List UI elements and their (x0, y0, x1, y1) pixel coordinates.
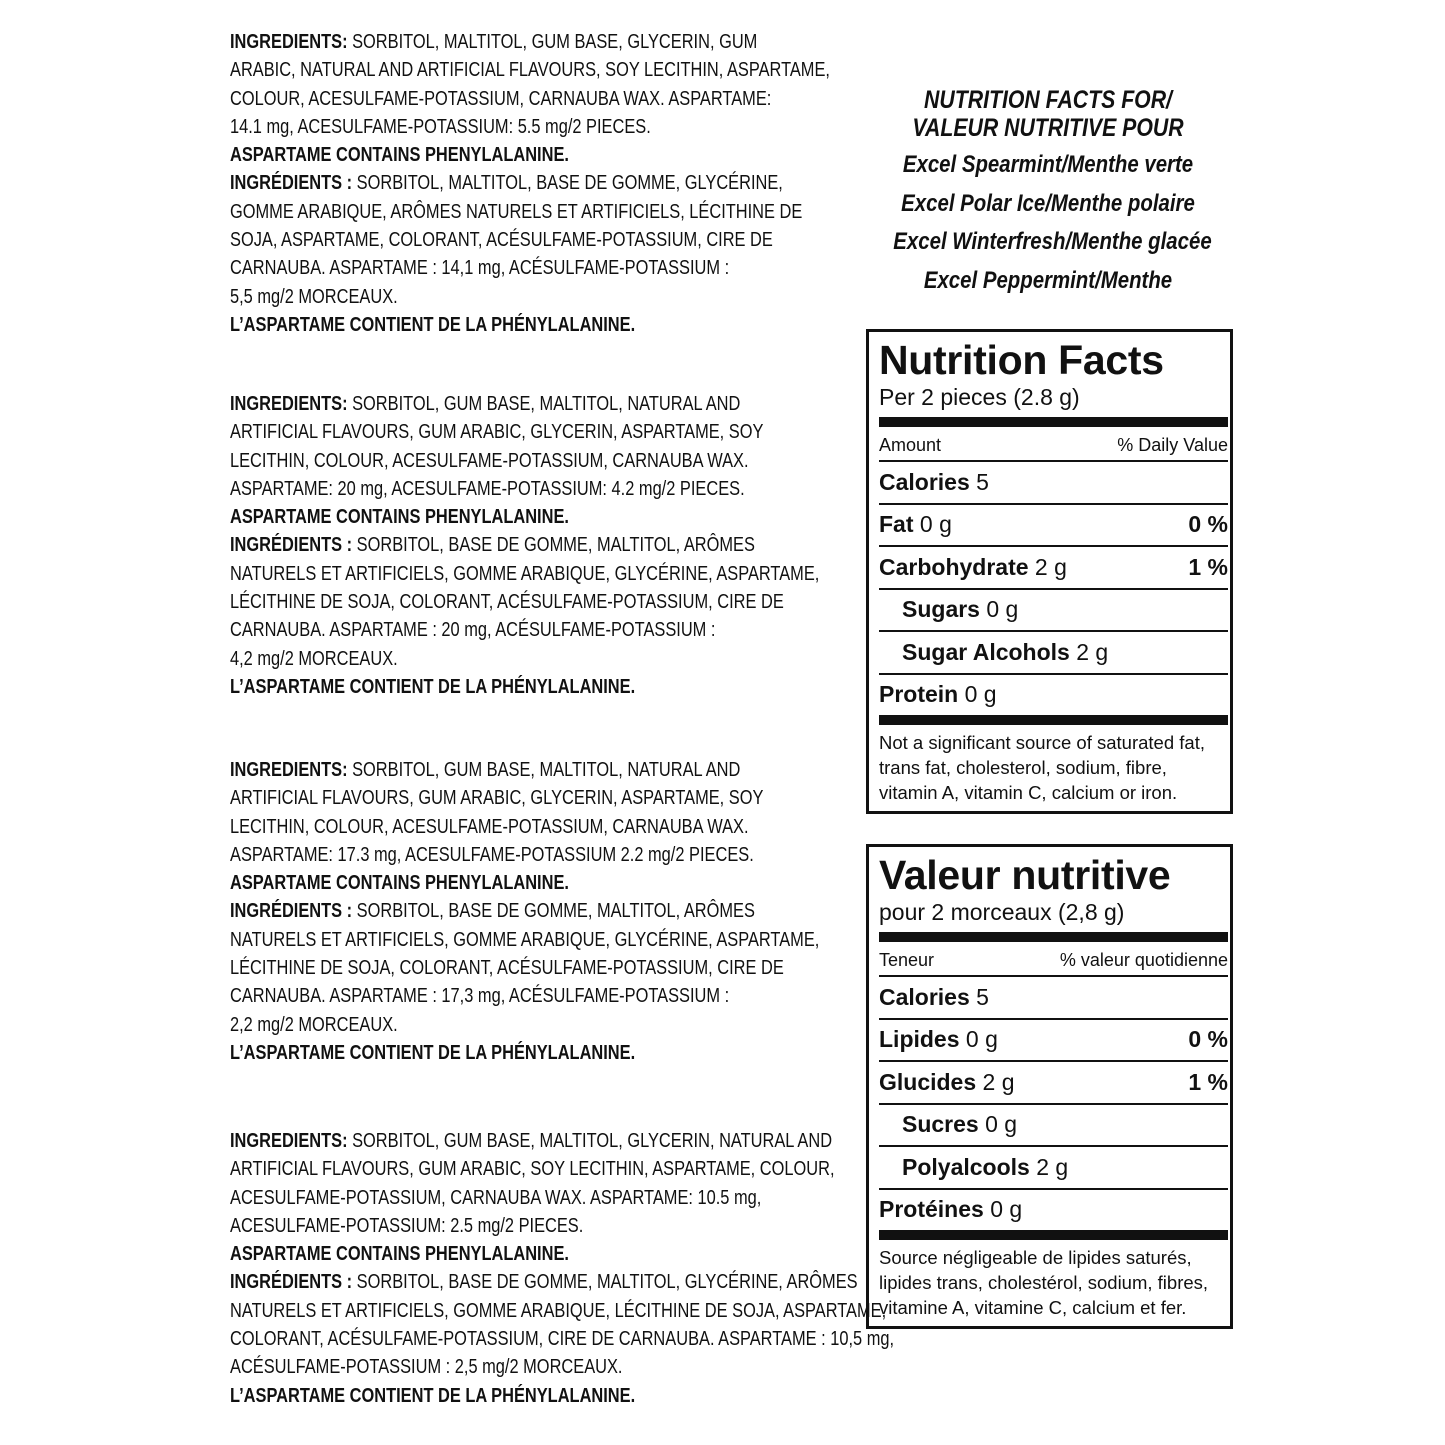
ingredients-text: SORBITOL, GUM BASE, MALTITOL, NATURAL AND (347, 392, 741, 415)
ingredients-fr-line (230, 645, 819, 673)
ingredients-en-line (230, 841, 819, 869)
ingredients-en-line (230, 1184, 894, 1212)
nutrient-row (879, 977, 1228, 1018)
ingredients-text: CARNAUBA. ASPARTAME : 20 mg, ACÉSULFAME-POTASSIUM : (230, 618, 716, 642)
nutrient-label (879, 681, 997, 708)
ingredients-fr-line (230, 1268, 894, 1296)
nutrient-label (879, 554, 1067, 581)
ingredients-text: ACESULFAME-POTASSIUM: 2.5 mg/2 PIECES. (230, 1213, 584, 1237)
ingredients-text: CARNAUBA. ASPARTAME : 14,1 mg, ACÉSULFAME-POTASSIUM : (230, 256, 730, 280)
nutrient-name: Polyalcools (902, 1153, 1030, 1180)
daily-value-label: % valeur quotidienne (1059, 950, 1228, 970)
ingredients-text: SORBITOL, MALTITOL, GUM BASE, GLYCERIN, GUM (347, 30, 758, 53)
ingredients-text: COLOUR, ACESULFAME-POTASSIUM, CARNAUBA WAX. ASPARTAME: (230, 86, 772, 110)
ingredients-en-line (230, 475, 819, 503)
ingredients-text: GOMME ARABIQUE, ARÔMES NATURELS ET ARTIFICIELS, LÉCITHINE DE (230, 199, 803, 223)
ingredients-fr-line (230, 954, 819, 982)
ingredients-fr-line (230, 198, 830, 226)
nutrient-amount: 5 (969, 468, 989, 495)
ingredients-en-line (230, 784, 819, 812)
daily-value-number: 1 (1188, 1068, 1202, 1095)
ingredients-fr-line (230, 226, 830, 254)
ingredients-fr-line (230, 897, 819, 925)
nutrient-label (879, 1069, 1015, 1096)
ingredients-en-line (230, 418, 819, 446)
nutrient-row (879, 1190, 1228, 1231)
warning-en: ASPARTAME CONTAINS PHENYLALANINE. (230, 871, 569, 895)
ingredients-fr-line (230, 1297, 894, 1325)
nutrient-label (879, 1196, 1022, 1223)
variety-polar-ice: Excel Polar Ice/Menthe polaire (901, 189, 1195, 217)
amount-header-row (879, 942, 1228, 975)
ingredients-fr-line (230, 1011, 819, 1039)
ingredients-text: ARTIFICIAL FLAVOURS, GUM ARABIC, SOY LECITHIN, ASPARTAME, COLOUR, (230, 1157, 835, 1181)
percent-sign: % (1201, 1026, 1228, 1053)
nutrient-amount: 5 (969, 983, 989, 1010)
ingredients-text: SORBITOL, GUM BASE, MALTITOL, NATURAL AND (347, 758, 741, 781)
warning-fr: L’ASPARTAME CONTIENT DE LA PHÉNYLALANINE. (230, 1383, 636, 1407)
ingredients-text: SOJA, ASPARTAME, COLORANT, ACÉSULFAME-POTASSIUM, CIRE DE (230, 228, 773, 252)
ingredients-label: INGREDIENTS: (230, 1129, 348, 1152)
ingredients-text: NATURELS ET ARTIFICIELS, GOMME ARABIQUE, LÉCITHINE DE SOJA, ASPARTAME, (230, 1298, 887, 1322)
nutrient-name: Protéines (879, 1196, 984, 1223)
ingredients-fr-line (230, 616, 819, 644)
heading-line-1: NUTRITION FACTS FOR/ (924, 86, 1172, 114)
daily-value (1188, 1069, 1228, 1096)
amount-label: Teneur (879, 950, 935, 970)
warning-en: ASPARTAME CONTAINS PHENYLALANINE. (230, 143, 569, 167)
nutrient-rows (879, 462, 1230, 715)
ingredients-en-line (230, 1212, 894, 1240)
nutrient-label (879, 469, 989, 496)
heading-line-2: VALEUR NUTRITIVE POUR (912, 114, 1184, 142)
daily-value-number: 0 (1188, 511, 1202, 538)
ingredients-fr-line (230, 254, 830, 282)
ingredients-en-line (230, 85, 830, 113)
thick-rule (879, 715, 1228, 725)
nutrient-amount: 2 g (1028, 553, 1067, 580)
amount-label: Amount (879, 435, 942, 455)
ingredients-text: 5,5 mg/2 MORCEAUX. (230, 284, 398, 308)
nutrient-name: Carbohydrate (879, 553, 1029, 580)
serving-size: Per 2 pieces (2.8 g) (879, 384, 1080, 410)
ingredients-fr-line (230, 1353, 894, 1381)
nutrient-amount: 0 g (959, 1026, 998, 1053)
ingredients-en-line (230, 1127, 894, 1155)
ingredients-text: LECITHIN, COLOUR, ACESULFAME-POTASSIUM, CARNAUBA WAX. (230, 814, 749, 838)
ingredients-label: INGREDIENTS: (230, 30, 348, 53)
daily-value-number: 1 (1188, 553, 1202, 580)
ingredients-text: 14.1 mg, ACESULFAME-POTASSIUM: 5.5 mg/2 PIECES. (230, 114, 651, 138)
ingredients-text: ASPARTAME: 20 mg, ACESULFAME-POTASSIUM: 4.2 mg/2 PIECES. (230, 476, 745, 500)
nutrient-name: Sugars (902, 596, 980, 623)
warning-en: ASPARTAME CONTAINS PHENYLALANINE. (230, 505, 569, 529)
nutrient-amount: 0 g (983, 1196, 1023, 1223)
ingredients-text: CARNAUBA. ASPARTAME : 17,3 mg, ACÉSULFAME-POTASSIUM : (230, 984, 730, 1008)
nutrient-name: Glucides (879, 1068, 977, 1095)
warning-fr: L’ASPARTAME CONTIENT DE LA PHÉNYLALANINE. (230, 674, 636, 698)
daily-value-label: % Daily Value (1117, 435, 1228, 455)
ingredients-text: LÉCITHINE DE SOJA, COLORANT, ACÉSULFAME-POTASSIUM, CIRE DE (230, 956, 784, 980)
warning-fr: L’ASPARTAME CONTIENT DE LA PHÉNYLALANINE. (230, 1040, 636, 1064)
nutrient-label (879, 984, 989, 1011)
nutrient-rows (879, 977, 1230, 1230)
nutrient-amount: 2 g (1069, 638, 1109, 665)
ingredients-text: ASPARTAME: 17.3 mg, ACESULFAME-POTASSIUM 2.2 mg/2 PIECES. (230, 842, 754, 866)
ingredients-text: SORBITOL, BASE DE GOMME, MALTITOL, ARÔMES (352, 533, 755, 557)
warning-en: ASPARTAME CONTAINS PHENYLALANINE. (230, 1242, 569, 1266)
nutrient-row (879, 675, 1228, 716)
nutrient-row (879, 1105, 1228, 1146)
ingredients-en-line (230, 113, 830, 141)
ingredients-block-peppermint (230, 1127, 894, 1410)
ingredients-fr-line (230, 926, 819, 954)
ingredients-text: SORBITOL, GUM BASE, MALTITOL, GLYCERIN, NATURAL AND (347, 1129, 833, 1152)
ingredients-text: SORBITOL, BASE DE GOMME, MALTITOL, ARÔMES (352, 899, 755, 923)
nutrition-heading (893, 86, 1212, 300)
nutrient-amount: 0 g (978, 1111, 1018, 1138)
ingredients-en-line (230, 756, 819, 784)
nutrient-label (902, 596, 1018, 623)
nutrition-facts-panel-fr (866, 844, 1233, 1329)
panel-footnote: Source négligeable de lipides saturés, lipides trans, cholestérol, sodium, fibres, vitamine A, vitamine C, calcium et fer. (879, 1247, 1209, 1318)
thick-rule (879, 417, 1228, 427)
nutrient-label (902, 1154, 1068, 1181)
daily-value (1188, 554, 1228, 581)
ingredients-text: LECITHIN, COLOUR, ACESULFAME-POTASSIUM, CARNAUBA WAX. (230, 448, 749, 472)
ingredients-label: INGREDIENTS: (230, 392, 348, 415)
ingredients-fr-line (230, 1325, 894, 1353)
ingredients-text: SORBITOL, MALTITOL, BASE DE GOMME, GLYCÉRINE, (352, 171, 783, 195)
ingredients-en-line (230, 28, 830, 56)
percent-sign: % (1201, 1068, 1228, 1095)
ingredients-text: SORBITOL, BASE DE GOMME, MALTITOL, GLYCÉRINE, ARÔMES (352, 1270, 858, 1294)
nutrient-amount: 2 g (976, 1068, 1015, 1095)
ingredients-fr-line (230, 588, 819, 616)
panel-footnote: Not a significant source of saturated fat, trans fat, cholesterol, sodium, fibre, vitamin A, vitamin C, calcium or iron. (879, 732, 1205, 803)
ingredients-label: INGRÉDIENTS : (230, 171, 353, 195)
daily-value-number: 0 (1188, 1026, 1202, 1053)
nutrient-row (879, 632, 1228, 673)
nutrient-amount: 0 g (979, 596, 1019, 623)
thick-rule (879, 932, 1228, 942)
nutrient-name: Calories (879, 468, 970, 495)
thick-rule (879, 1230, 1228, 1240)
nutrient-row (879, 462, 1228, 503)
ingredients-fr-line (230, 560, 819, 588)
nutrient-name: Sucres (902, 1111, 979, 1138)
ingredients-text: ARABIC, NATURAL AND ARTIFICIAL FLAVOURS, SOY LECITHIN, ASPARTAME, (230, 58, 830, 82)
variety-peppermint: Excel Peppermint/Menthe (923, 266, 1173, 294)
nutrient-label (879, 1026, 998, 1053)
nutrient-name: Lipides (879, 1026, 960, 1053)
ingredients-fr-line (230, 982, 819, 1010)
ingredients-en-line (230, 56, 830, 84)
serving-size: pour 2 morceaux (2,8 g) (879, 899, 1125, 925)
nutrient-label (879, 511, 952, 538)
ingredients-text: ARTIFICIAL FLAVOURS, GUM ARABIC, GLYCERIN, ASPARTAME, SOY (230, 786, 764, 810)
nutrient-name: Calories (879, 983, 970, 1010)
ingredients-en-line (230, 390, 819, 418)
nutrient-row (879, 590, 1228, 631)
nutrient-amount: 2 g (1029, 1153, 1069, 1180)
variety-spearmint: Excel Spearmint/Menthe verte (902, 151, 1194, 178)
ingredients-text: LÉCITHINE DE SOJA, COLORANT, ACÉSULFAME-POTASSIUM, CIRE DE (230, 590, 784, 614)
nutrient-amount: 0 g (913, 511, 952, 538)
ingredients-block-spearmint (230, 28, 830, 339)
ingredients-fr-line (230, 169, 830, 197)
ingredients-text: COLORANT, ACÉSULFAME-POTASSIUM, CIRE DE CARNAUBA. ASPARTAME : 10,5 mg, (230, 1327, 895, 1351)
amount-header-row (879, 427, 1228, 460)
nutrient-row (879, 1020, 1228, 1061)
ingredients-en-line (230, 813, 819, 841)
warning-fr: L’ASPARTAME CONTIENT DE LA PHÉNYLALANINE. (230, 312, 636, 336)
daily-value (1188, 511, 1228, 538)
ingredients-en-line (230, 447, 819, 475)
variety-winterfresh: Excel Winterfresh/Menthe glacée (893, 228, 1212, 255)
ingredients-text: NATURELS ET ARTIFICIELS, GOMME ARABIQUE, GLYCÉRINE, ASPARTAME, (230, 927, 820, 951)
ingredients-block-winterfresh (230, 756, 819, 1067)
panel-title: Valeur nutritive (879, 852, 1171, 898)
nutrient-label (902, 639, 1108, 666)
nutrient-name: Sugar Alcohols (902, 638, 1070, 665)
ingredients-text: ACESULFAME-POTASSIUM, CARNAUBA WAX. ASPARTAME: 10.5 mg, (230, 1185, 762, 1209)
ingredients-text: NATURELS ET ARTIFICIELS, GOMME ARABIQUE, GLYCÉRINE, ASPARTAME, (230, 561, 820, 585)
ingredients-fr-line (230, 531, 819, 559)
panel-title: Nutrition Facts (879, 337, 1164, 383)
nutrition-facts-panel-en (866, 329, 1233, 814)
ingredients-block-polar-ice (230, 390, 819, 701)
nutrient-row (879, 1062, 1228, 1103)
nutrient-amount: 0 g (958, 681, 997, 708)
nutrient-row (879, 547, 1228, 588)
nutrient-row (879, 505, 1228, 546)
ingredients-text: 4,2 mg/2 MORCEAUX. (230, 646, 398, 670)
ingredients-label: INGRÉDIENTS : (230, 533, 353, 557)
ingredients-text: ACÉSULFAME-POTASSIUM : 2,5 mg/2 MORCEAUX. (230, 1355, 623, 1379)
ingredients-fr-line (230, 283, 830, 311)
daily-value (1188, 1026, 1228, 1053)
percent-sign: % (1201, 511, 1228, 538)
ingredients-label: INGREDIENTS: (230, 758, 348, 781)
nutrient-name: Fat (879, 511, 914, 538)
ingredients-label: INGRÉDIENTS : (230, 1270, 353, 1294)
ingredients-en-line (230, 1155, 894, 1183)
ingredients-text: 2,2 mg/2 MORCEAUX. (230, 1012, 398, 1036)
ingredients-label: INGRÉDIENTS : (230, 899, 353, 923)
nutrient-row (879, 1147, 1228, 1188)
percent-sign: % (1201, 553, 1228, 580)
nutrient-name: Protein (879, 681, 959, 708)
ingredients-text: ARTIFICIAL FLAVOURS, GUM ARABIC, GLYCERIN, ASPARTAME, SOY (230, 420, 764, 444)
nutrient-label (902, 1111, 1017, 1138)
